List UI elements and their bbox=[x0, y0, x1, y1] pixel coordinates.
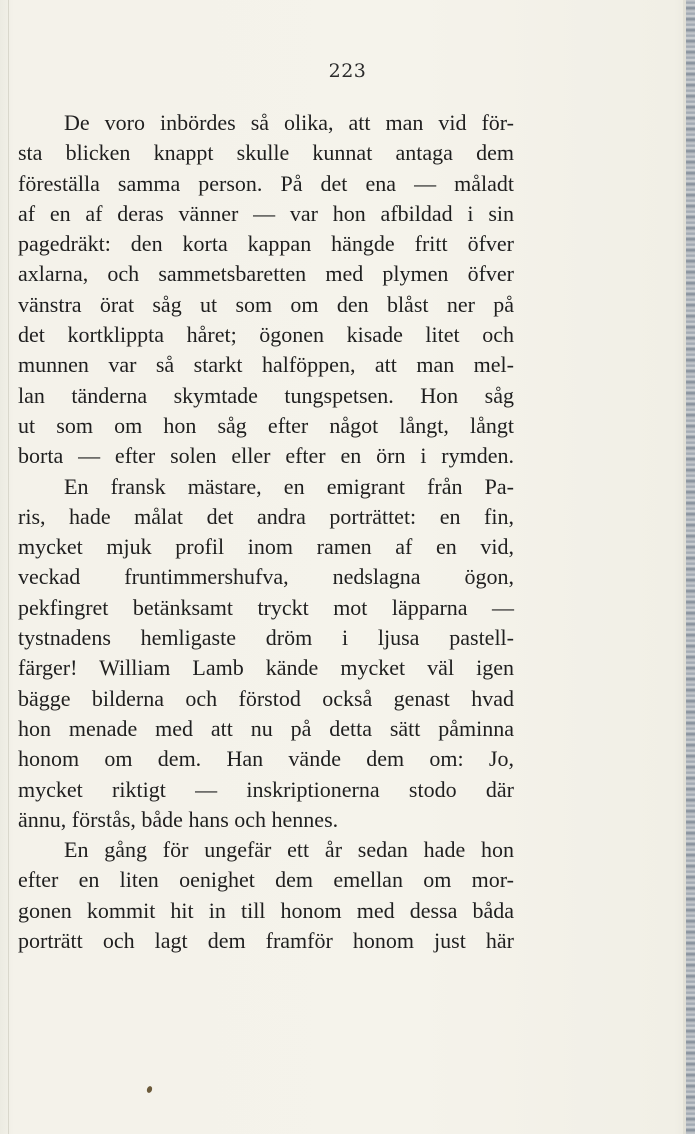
text-line: ännu, förstås, både hans och hennes. bbox=[18, 806, 339, 832]
text-line: bägge bilderna och förstod också genast hvad bbox=[18, 685, 514, 711]
text-line: De voro inbördes så olika, att man vid för- bbox=[64, 110, 514, 135]
body-text bbox=[18, 108, 514, 956]
text-line: munnen var så starkt halföppen, att man mel- bbox=[18, 352, 514, 378]
text-line: tystnadens hemligaste dröm i ljusa pastell- bbox=[18, 625, 514, 651]
text-line: föreställa samma person. På det ena — måladt bbox=[18, 170, 514, 196]
text-line: En fransk mästare, en emigrant från Pa- bbox=[64, 473, 514, 499]
text-line: af en af deras vänner — var hon afbildad i sin bbox=[18, 200, 514, 226]
page-gutter-line bbox=[8, 0, 9, 1134]
text-line: hon menade med att nu på detta sätt påminna bbox=[18, 715, 514, 741]
text-line: mycket riktigt — inskriptionerna stodo där bbox=[18, 776, 514, 802]
text-line: porträtt och lagt dem framför honom just här bbox=[18, 928, 514, 954]
page-number: 223 bbox=[328, 60, 367, 82]
text-line: det kortklippta håret; ögonen kisade litet och bbox=[18, 322, 514, 348]
text-line: färger! William Lamb kände mycket väl igen bbox=[18, 655, 514, 681]
text-line: ris, hade målat det andra porträttet: en fin, bbox=[18, 503, 514, 529]
text-line: gonen kommit hit in till honom med dessa båda bbox=[18, 897, 514, 923]
text-line: pekfingret betänksamt tryckt mot läpparna — bbox=[18, 594, 514, 620]
text-line: ut som om hon såg efter något långt, långt bbox=[18, 412, 514, 438]
ink-speck bbox=[146, 1085, 153, 1093]
text-line: lan tänderna skymtade tungspetsen. Hon såg bbox=[18, 382, 514, 408]
book-binding-edge bbox=[686, 0, 695, 1134]
text-line: vänstra örat såg ut som om den blåst ner på bbox=[18, 291, 514, 317]
text-line: efter en liten oenighet dem emellan om mor- bbox=[18, 867, 514, 893]
text-line: borta — efter solen eller efter en örn i rymden. bbox=[18, 443, 514, 469]
text-line: axlarna, och sammetsbaretten med plymen öfver bbox=[18, 261, 514, 287]
text-line: sta blicken knappt skulle kunnat antaga dem bbox=[18, 140, 514, 166]
text-line: veckad fruntimmershufva, nedslagna ögon, bbox=[18, 564, 514, 590]
text-line: En gång för ungefär ett år sedan hade hon bbox=[64, 837, 514, 863]
text-line: pagedräkt: den korta kappan hängde fritt öfver bbox=[18, 231, 514, 257]
text-line: mycket mjuk profil inom ramen af en vid, bbox=[18, 534, 514, 560]
text-line: honom om dem. Han vände dem om: Jo, bbox=[18, 746, 514, 772]
